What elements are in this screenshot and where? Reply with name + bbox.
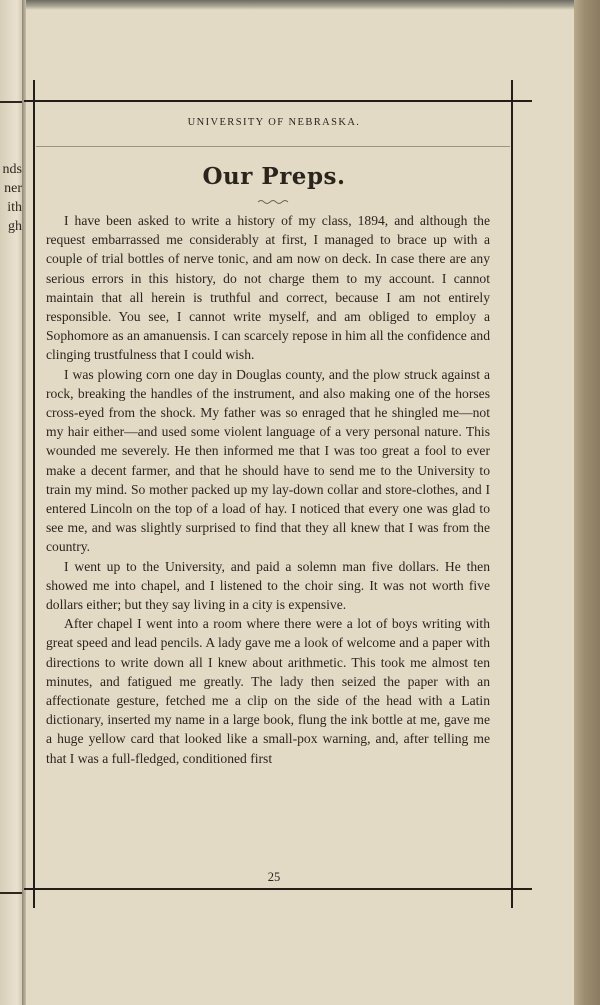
page-number: 25	[267, 870, 281, 884]
paragraph: I went up to the University, and paid a solemn man five dollars. He then showed me into chapel, and I listened to the choir sing. It was not worth five dollars either; but they say living in a city is expensive.	[46, 558, 490, 613]
book-gutter	[22, 0, 26, 1005]
book-cover-edge	[574, 0, 600, 1005]
previous-page-text-fragments	[0, 160, 22, 236]
paragraph: After chapel I went into a room where there were a lot of boys writing with great speed and lead pencils. A lady gave me a look of welcome and a paper with directions to write down all I knew about arithmetic. This took me almost ten minutes, and fatigued me greatly. The lady then seized the paper with an affectionate gesture, fetched me a clip on the side of the head with a Latin dictionary, inserted my name in a large book, flung the ink bottle at me, gave me a huge yellow card that looked like a small-pox warning, and, after telling me that I was a full-fledged, conditioned first	[46, 616, 490, 766]
fragment-line: gh	[8, 219, 22, 234]
frame-left-rule	[33, 80, 35, 908]
fragment-line: ner	[4, 181, 22, 196]
previous-page-rule-top	[0, 101, 22, 103]
title-ornament-icon	[257, 199, 291, 205]
article-body	[46, 211, 490, 768]
frame-top-rule	[24, 100, 532, 102]
frame-bottom-rule	[24, 888, 532, 890]
page-top-shadow	[0, 0, 600, 10]
paragraph: I have been asked to write a history of my class, 1894, and although the request embarrassed me considerably at first, I managed to brace up with a couple of trial bottles of nerve tonic, and am now on deck. In case there are any serious errors in this history, do not charge them to my account. I cannot maintain that all herein is truthful and correct, because I am not entirely responsible. You see, I cannot write myself, and am obliged to employ a Sophomore as an amanuensis. I can scarcely repose in him all the confidence and clinging trustfulness that I could wish.	[46, 213, 490, 363]
previous-page-edge	[0, 0, 24, 1005]
header-divider	[36, 146, 510, 147]
fragment-line: ith	[7, 200, 22, 215]
running-header: UNIVERSITY OF NEBRASKA.	[187, 117, 361, 128]
frame-right-rule	[511, 80, 513, 908]
paragraph: I was plowing corn one day in Douglas county, and the plow struck against a rock, breaking the handles of the instrument, and also making one of the horses cross-eyed from the shock. My father was so enraged that he shingled me—not my hair either—and used some violent language of a very personal nature. This wounded me severely. He then informed me that I was too great a fool to ever make a decent farmer, and that he should have to send me to the University to train my mind. So mother packed up my lay-down collar and store-clothes, and I entered Lincoln on the top of a load of hay. I noticed that every one was glad to see me, and was slightly surprised to find that they all knew that I was from the country.	[46, 366, 490, 555]
previous-page-rule-bottom	[0, 892, 22, 894]
page-title: Our Preps.	[202, 163, 346, 190]
fragment-line: nds	[2, 162, 22, 177]
